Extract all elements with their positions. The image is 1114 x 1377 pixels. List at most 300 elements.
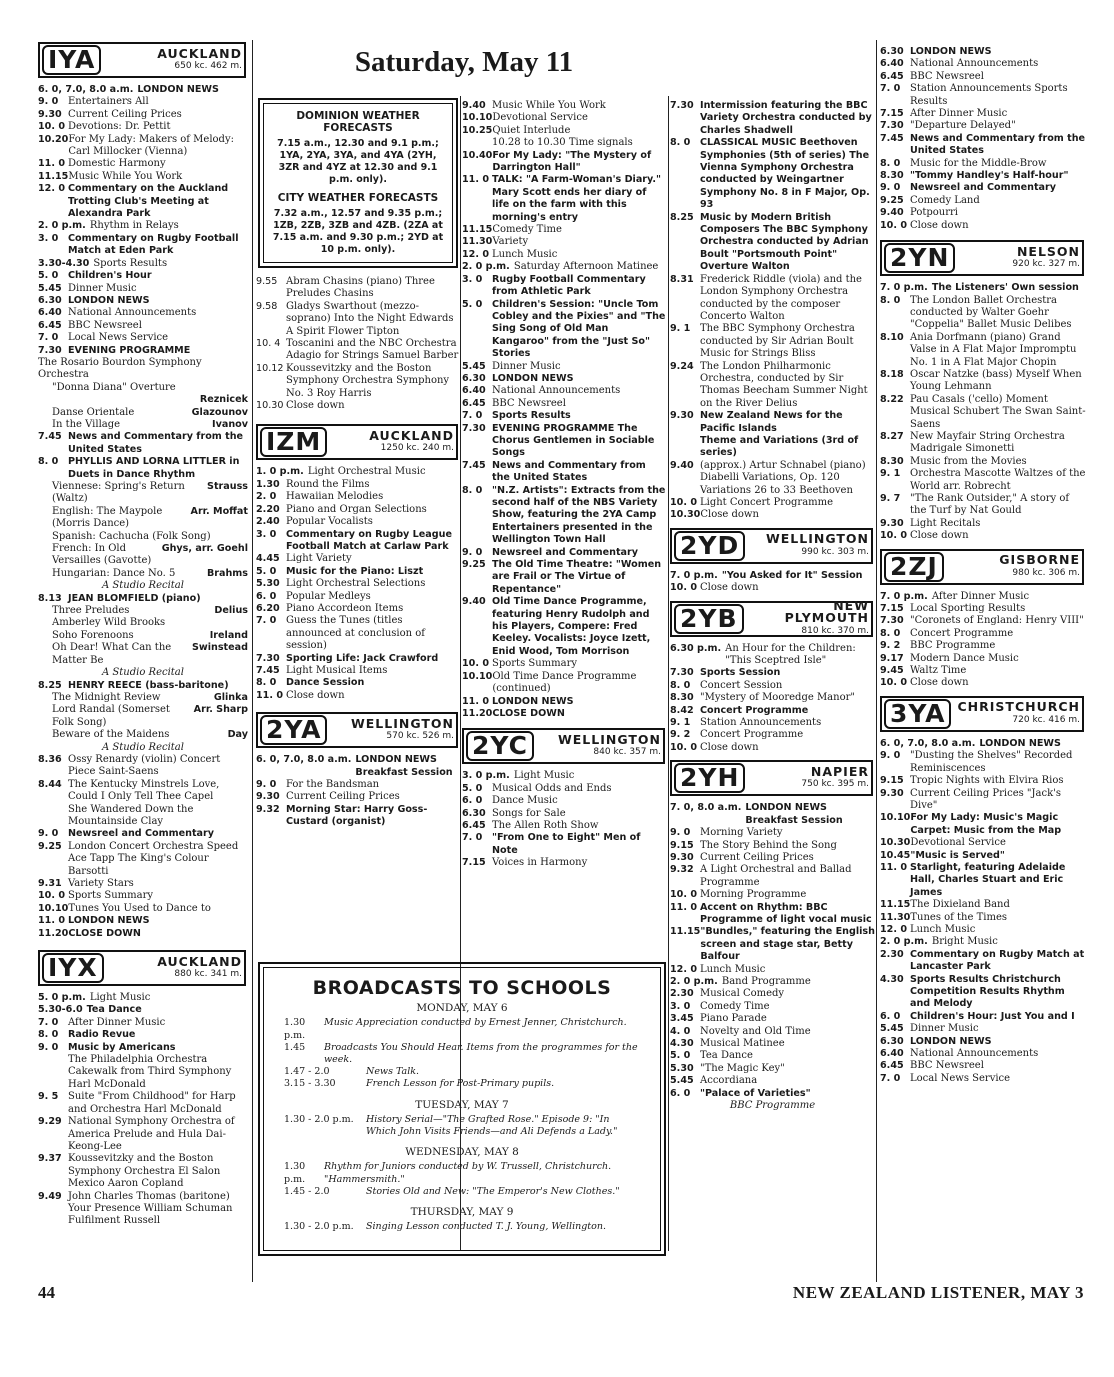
weather-text-city: 7.32 a.m., 12.57 and 9.35 p.m.; 1ZB, 2ZB, 3ZB and 4ZB. (2ZA at 7.15 a.m. and 9.30 p.m.; 2YD at 10 p.m. only). (272, 208, 444, 255)
entry-time: 6.40 (880, 1048, 904, 1060)
entry-time: 8. 0 (38, 1029, 59, 1041)
entry-title: Current Ceiling Prices (68, 108, 182, 120)
entry-title: Music by Americans (68, 1041, 176, 1053)
entry-time: 7.15 (880, 603, 904, 615)
entry-time: 6.40 (38, 307, 62, 319)
programme-entry (38, 158, 248, 170)
entry-time: 6.45 (462, 819, 486, 831)
entry-title: Piano Accordeon Items (286, 602, 404, 614)
entry-time: 12. 0 (462, 248, 490, 260)
entry-time: 8.27 (880, 430, 904, 442)
entry-time: 1.30 - 2.0 p.m. (284, 1113, 354, 1125)
entry-time: 9.31 (38, 878, 62, 889)
programme-entry (880, 924, 1086, 936)
schools-entry (284, 1066, 640, 1078)
programme-entry (38, 1191, 248, 1228)
entry-time: 9.15 (880, 775, 904, 787)
entry-title: Rhythm for Juniors conducted by W. Trussell, Christchurch. "Hammersmith." (324, 1161, 612, 1185)
work-composer: Arr. Sharp (193, 704, 248, 716)
entry-time: 9.25 (38, 840, 62, 852)
entry-time: 7. 0 (256, 615, 277, 627)
entry-time: 9.30 (670, 410, 694, 422)
programme-entry (462, 249, 667, 261)
page-number: 44 (38, 1283, 55, 1302)
entry-time: 11.20 (462, 707, 493, 719)
programme-entry (256, 665, 460, 677)
entry-title: Musical Odds and Ends (492, 782, 612, 794)
programme-entry (38, 307, 248, 319)
entry-title: Tunes of the Times (910, 911, 1007, 923)
programme-entry (880, 332, 1086, 369)
evening-intro: The Rosario Bourdon Symphony Orchestra (38, 356, 202, 381)
entry-title: PHYLLIS AND LORNA LITTLER in Duets in Dance Rhythm (68, 456, 240, 480)
programme-entry (462, 832, 667, 857)
entry-title: CLOSE DOWN (492, 707, 565, 719)
programme-entry (38, 680, 248, 692)
programme-entry (38, 1116, 248, 1153)
entry-time: 7. 0 (38, 332, 59, 344)
entry-title: LONDON NEWS (910, 46, 992, 57)
station-frequency: 810 kc. 370 m. (801, 625, 869, 636)
entry-time: 9. 2 (880, 640, 901, 652)
entry-title: John Charles Thomas (baritone) Your Presence William Schuman Fulfilment Russell (68, 1190, 233, 1227)
programme-entry (670, 137, 875, 211)
entry-time: 9.40 (880, 207, 904, 219)
entry-title: Sports Results Christchurch Competition Results Rhythm and Melody (910, 973, 1065, 1010)
programme-entry (880, 1048, 1086, 1060)
entry-time: 8.42 (670, 704, 694, 716)
entry-title: LONDON NEWS (68, 915, 150, 927)
programme-entry (256, 504, 460, 516)
programme-entry (670, 926, 875, 963)
entry-title: Light Music (513, 770, 575, 782)
entry-time: 7.30 (38, 344, 62, 356)
entry-title: LONDON NEWS Breakfast Session (355, 754, 453, 778)
station-header-iya (38, 42, 246, 78)
programme-entry (256, 566, 460, 578)
programme-entry (462, 150, 667, 175)
entry-time: 7. 0, 8.0 a.m. (670, 802, 742, 814)
entry-time: 9. 5 (38, 1091, 59, 1103)
entry-title: Commentary on the Auckland Trotting Club's Meeting at Alexandra Park (68, 183, 229, 220)
work-entry (52, 543, 248, 568)
work-entry (52, 630, 248, 642)
weather-box (258, 98, 458, 268)
entry-title: Ania Dorfmann (piano) Grand Valse in A Flat Major Impromptu No. 1 in A Flat Major Chopin (910, 331, 1077, 368)
programme-entry (38, 134, 248, 159)
entry-time: 11. 0 (38, 915, 66, 927)
station-name: NEW PLYMOUTH (784, 598, 869, 626)
entry-time: 9.58 (256, 300, 278, 312)
entry-time: 9. 2 (670, 729, 691, 741)
entry-time: 6. 0 (256, 590, 277, 602)
entry-time: 7.15 (462, 857, 486, 869)
programme-entry (38, 804, 248, 829)
programme-entry (880, 591, 1086, 603)
entry-title: Orchestra Mascotte Waltzes of the World arr. Robrecht (910, 468, 1086, 492)
work-title: Spanish: Cachucha (Folk Song) (52, 530, 211, 542)
entry-title: BBC Newsreel (492, 397, 566, 409)
entry-title: Dinner Music (68, 282, 137, 294)
entry-time: 4. 0 (670, 1025, 691, 1037)
entry-title: The Listeners' Own session (931, 282, 1079, 294)
entry-title: LONDON NEWS (492, 695, 574, 707)
entry-time: 10. 0 (670, 889, 698, 901)
work-title: English: The Maypole (Morris Dance) (52, 505, 163, 530)
programme-entry (670, 902, 875, 927)
entry-time: 9.40 (462, 596, 486, 608)
entry-time: 2.40 (256, 516, 280, 528)
entry-time: 5.45 (670, 1075, 694, 1087)
entry-time: 3.15 - 3.30 (284, 1078, 336, 1090)
3ya-programme (880, 738, 1086, 1085)
programme-entry (880, 899, 1086, 911)
entry-time: 5. 0 (38, 270, 59, 282)
entry-time: 6. 0 (880, 1010, 901, 1022)
entry-time: 9. 0 (880, 750, 901, 762)
programme-entry (256, 363, 460, 400)
entry-title: BBC Newsreel (68, 319, 142, 331)
programme-entry (256, 690, 460, 702)
entry-title: Devotional Service (492, 112, 588, 124)
entry-time: 9.37 (38, 1153, 62, 1165)
entry-time: 9.25 (880, 194, 904, 206)
column-3 (462, 100, 667, 870)
entry-title: She Wandered Down the Mountainside Clay (68, 803, 194, 827)
entry-time: 8.22 (880, 393, 904, 405)
programme-entry (256, 479, 460, 491)
entry-title: Hawaiian Melodies (286, 491, 384, 503)
station-header-izm (256, 424, 458, 460)
entry-time: 9.29 (38, 1116, 62, 1128)
programme-entry (38, 121, 248, 133)
programme-entry (462, 398, 667, 410)
entry-title: Close down (910, 530, 969, 542)
entry-time: 5. 0 (462, 298, 483, 310)
entry-title: For the Bandsman (286, 779, 380, 790)
entry-title: New Zealand News for the Pacific Islands (700, 410, 843, 434)
programme-entry (880, 812, 1086, 837)
station-header-2yd (670, 528, 873, 564)
entry-time: 10.30 (256, 400, 284, 412)
date-heading: Saturday, May 11 (354, 46, 574, 78)
programme-entry (462, 125, 667, 137)
2yc-programme-continued (670, 100, 875, 522)
programme-entry (670, 361, 875, 411)
entry-title: Devotions: Dr. Pettit (68, 121, 171, 133)
entry-time: 11. 0 (670, 901, 698, 913)
entry-title: Music by Modern British Composers The BBC Symphony Orchestra conducted by Adrian Boult "Portsmouth Point" Overture Walton (700, 211, 869, 273)
work-title: The Midnight Review (52, 691, 161, 703)
entry-time: 10. 0 (880, 530, 908, 542)
programme-entry (880, 788, 1086, 813)
entry-time: 10. 0 (462, 658, 490, 670)
station-frequency: 650 kc. 462 m. (174, 61, 242, 71)
station-name: WELLINGTON (765, 531, 869, 547)
entry-time: 10.30 (880, 837, 911, 849)
entry-time: 8.30 (880, 170, 904, 182)
entry-time: 8. 0 (670, 137, 691, 149)
entry-title: "From One to Eight" Men of Note (492, 832, 641, 856)
entry-time: 7.30 (462, 422, 486, 434)
entry-time: 10.20 (38, 133, 69, 145)
programme-entry (880, 628, 1086, 640)
entry-time: 10.10 (880, 812, 911, 824)
programme-entry (880, 912, 1086, 924)
entry-time: 10. 0 (670, 582, 698, 594)
entry-time: 9.30 (38, 108, 62, 120)
entry-time: 11.15 (880, 899, 911, 911)
programme-entry (256, 338, 460, 363)
work-entry (52, 729, 248, 741)
entry-title: The Old Time Theatre: "Women are Frail or The Virtue of Repentance" (492, 559, 662, 595)
programme-entry (256, 779, 460, 791)
station-callsign: 2YH (674, 763, 745, 793)
work-composer: Glinka (213, 691, 248, 703)
entry-time: 3. 0 (38, 232, 59, 244)
programme-entry (670, 1038, 875, 1050)
programme-entry (880, 640, 1086, 652)
programme-entry (462, 261, 667, 273)
work-entry (52, 481, 248, 506)
iya-programme-5 (38, 754, 248, 940)
programme-entry (462, 770, 667, 782)
programme-entry (880, 220, 1086, 232)
entry-time: 8.25 (38, 679, 62, 691)
station-callsign: 2YN (884, 243, 955, 273)
entry-title: LONDON NEWS (492, 372, 574, 384)
entry-title: Modern Dance Music (910, 652, 1019, 664)
programme-entry (38, 258, 248, 270)
schools-entry (284, 1078, 640, 1090)
programme-entry (462, 857, 667, 869)
entry-time: 6.45 (880, 70, 904, 82)
entry-title: Ossy Renardy (violin) Concert Piece Saint-Saens (68, 753, 221, 778)
programme-entry (880, 369, 1086, 394)
programme-entry (462, 299, 667, 361)
entry-title: Newsreel and Commentary (910, 182, 1057, 194)
entry-title: Current Ceiling Prices (286, 791, 400, 803)
programme-entry (462, 174, 667, 224)
station-name: NELSON (1016, 243, 1080, 259)
station-callsign: IZM (260, 427, 327, 457)
entry-time: 9. 0 (670, 827, 691, 839)
entry-time: 11. 0 (880, 861, 908, 873)
entry-title: Popular Vocalists (286, 516, 373, 528)
entry-title: BBC Newsreel (910, 1060, 984, 1072)
entry-time: 8.10 (880, 331, 904, 343)
bass-list (38, 692, 248, 742)
station-name: WELLINGTON (557, 731, 661, 747)
entry-title: For My Lady: Makers of Melody: Carl Millocker (Vienna) (68, 133, 234, 158)
schools-box (258, 962, 666, 1256)
programme-entry (880, 431, 1086, 456)
entry-time: 6. 0, 7.0, 8.0 a.m. (38, 84, 134, 95)
programme-entry (880, 158, 1086, 170)
entry-time: 10. 0 (670, 741, 698, 753)
entry-title: Oscar Natzke (bass) Myself When Young Lehmann (910, 368, 1082, 393)
entry-time: 3. 0 (256, 528, 277, 540)
programme-entry (670, 864, 875, 889)
entry-title: Frederick Riddle (viola) and the London Symphony Orchestra conducted by the composer Concerto Walton (700, 273, 862, 322)
entry-title: Local Sporting Results (910, 603, 1026, 615)
work-composer: Ireland (209, 629, 248, 641)
programme-entry (670, 1026, 875, 1038)
entry-title: Morning Programme (700, 889, 807, 901)
entry-time: 6.30 (462, 372, 486, 384)
entry-time: 9.30 (880, 517, 904, 529)
entry-time: 6. 0 (462, 795, 483, 807)
entry-time: 6.20 (256, 602, 280, 614)
entry-time: 5. 0 (256, 565, 277, 577)
station-callsign: 2ZJ (884, 552, 944, 582)
entry-title: Piano and Organ Selections (286, 503, 427, 515)
entry-title: The London Ballet Orchestra conducted by Walter Goehr "Coppelia" Ballet Music Delibes (910, 294, 1072, 331)
entry-time: 11.30 (462, 236, 493, 248)
entry-title: Old Time Dance Programme, featuring Henry Rudolph and his Players, Compere: Fred Keeley. Vocalists: Joyce Izett, Enid Wood, Tom Morrison (492, 596, 651, 657)
programme-entry (38, 220, 248, 232)
entry-title: Dinner Music (492, 360, 561, 372)
entry-title: National Announcements (68, 307, 197, 319)
entry-title: Music for the Middle-Brow (910, 157, 1047, 169)
programme-entry (670, 582, 875, 594)
programme-entry (38, 903, 248, 915)
programme-entry (38, 1029, 248, 1041)
entry-title: Musical Matinee (700, 1038, 785, 1049)
programme-entry (880, 530, 1086, 542)
schools-day: WEDNESDAY, MAY 8 (405, 1146, 519, 1159)
entry-title: French Lesson for Post-Primary pupils. (366, 1078, 555, 1090)
entry-title: The Dixieland Band (910, 899, 1010, 911)
entry-time: 7. 0 (462, 832, 483, 844)
entry-title: "Palace of Varieties" (700, 1087, 811, 1099)
iyx-programme (38, 992, 248, 1228)
station-name: WELLINGTON (350, 715, 454, 731)
entry-title: Tropic Nights with Elvira Rios (910, 775, 1064, 787)
programme-entry (38, 345, 248, 357)
entry-title: CLASSICAL MUSIC Beethoven Symphonies (5th of series) The Vienna Symphony Orchestra conducted by Weingartner Symphony No. 8 in F Major, Op. 93 (700, 137, 870, 211)
programme-entry (38, 84, 248, 96)
entry-time: 9. 0 (38, 96, 59, 108)
entry-time: 4.30 (880, 973, 904, 985)
work-entry (52, 605, 248, 617)
2yh-programme-continued (880, 46, 1086, 232)
entry-title: Quiet Interlude (492, 124, 571, 136)
entry-title: Tea Dance (86, 1004, 142, 1016)
programme-entry (38, 928, 248, 940)
entry-title: Suite "From Childhood" for Harp and Orchestra Harl McDonald (68, 1091, 236, 1115)
programme-entry (670, 827, 875, 839)
entry-time: 2. 0 p.m. (880, 936, 928, 948)
entry-title: Piano Parade (700, 1013, 767, 1025)
station-frequency: 990 kc. 303 m. (801, 546, 869, 557)
work-entry (52, 642, 248, 667)
programme-entry (880, 46, 1086, 58)
entry-title: CLOSE DOWN (68, 927, 141, 939)
entry-title: "N.Z. Artists": Extracts from the second half of the NBS Variety Show, featuring the 2YA Camp Entertainers presented in the Wellington Town Hall (492, 484, 666, 546)
programme-entry (670, 705, 875, 717)
work-title: Three Preludes (52, 605, 130, 617)
programme-entry (880, 170, 1086, 182)
programme-entry (38, 890, 248, 902)
programme-entry (670, 1075, 875, 1087)
programme-entry (256, 804, 460, 829)
entry-title: Lunch Music (700, 963, 766, 975)
entry-title: National Symphony Orchestra of America Prelude and Hula Dai-Keong-Lee (68, 1116, 235, 1152)
entry-time: 6.30 (38, 294, 62, 306)
entry-time: 9. 7 (880, 493, 901, 504)
entry-time: 9.32 (670, 864, 694, 876)
entry-time: 7.45 (462, 459, 486, 471)
programme-entry (462, 100, 667, 112)
programme-entry (462, 671, 667, 696)
programme-entry (670, 680, 875, 692)
entry-title: Concert Programme (910, 627, 1014, 639)
programme-entry (880, 58, 1086, 70)
work-title: Viennese: Spring's Return (Waltz) (52, 481, 185, 505)
entry-title: LONDON NEWS (979, 737, 1061, 749)
entry-time: 10. 0 (38, 890, 66, 902)
station-header-2zj (880, 549, 1084, 585)
entry-title: Light Musical Items (286, 664, 388, 676)
entry-title: Variety (492, 236, 529, 248)
iya-programme (38, 84, 248, 357)
entry-title: Rhythm in Relays (89, 220, 179, 232)
studio-recital-note: A Studio Recital (102, 741, 184, 753)
programme-entry (880, 775, 1086, 787)
entry-title: LONDON NEWS (137, 84, 219, 95)
entry-title: National Announcements (492, 385, 621, 397)
programme-entry (670, 570, 875, 582)
schools-entry (284, 1114, 640, 1138)
entry-title: Sports Summary (68, 890, 154, 902)
entry-time: 7.30 (670, 100, 694, 111)
station-header-2yc (462, 728, 665, 764)
entry-time: 11. 0 (38, 158, 66, 170)
station-frequency: 980 kc. 306 m. (1012, 567, 1080, 578)
programme-entry (462, 224, 667, 236)
entry-title: Dance Session (286, 677, 365, 689)
entry-title: Abram Chasins (piano) Three Preludes Chasins (286, 276, 435, 300)
entry-title: After Dinner Music (931, 590, 1030, 602)
schools-day: MONDAY, MAY 6 (416, 1002, 508, 1015)
programme-entry (462, 820, 667, 832)
programme-entry (38, 754, 248, 779)
programme-entry (462, 808, 667, 820)
work-entry (52, 531, 248, 543)
entry-title: Children's Hour (68, 270, 152, 282)
entry-title: The Kentucky Minstrels Love, Could I Only Tell Thee Capel (68, 778, 220, 803)
entry-time: 9. 0 (38, 828, 59, 840)
entry-time: 7.30 (880, 120, 904, 132)
entry-time: 9.45 (880, 665, 904, 677)
work-composer: Ghys, arr. Goehl (161, 543, 248, 555)
programme-entry (670, 460, 875, 497)
entry-time: 9.24 (670, 360, 694, 372)
entry-time: 8. 0 (880, 157, 901, 169)
entry-title: Sports Summary (492, 658, 578, 670)
entry-time: 6.40 (880, 58, 904, 70)
work-entry (52, 506, 248, 531)
programme-entry (880, 1011, 1086, 1023)
entry-title: Light Recitals (910, 517, 981, 529)
station-callsign: IYA (42, 45, 101, 75)
programme-entry (880, 133, 1086, 158)
programme-entry (462, 385, 667, 397)
entry-title: Station Announcements Sports Results (910, 83, 1068, 107)
programme-entry (462, 485, 667, 547)
programme-entry (256, 529, 460, 554)
